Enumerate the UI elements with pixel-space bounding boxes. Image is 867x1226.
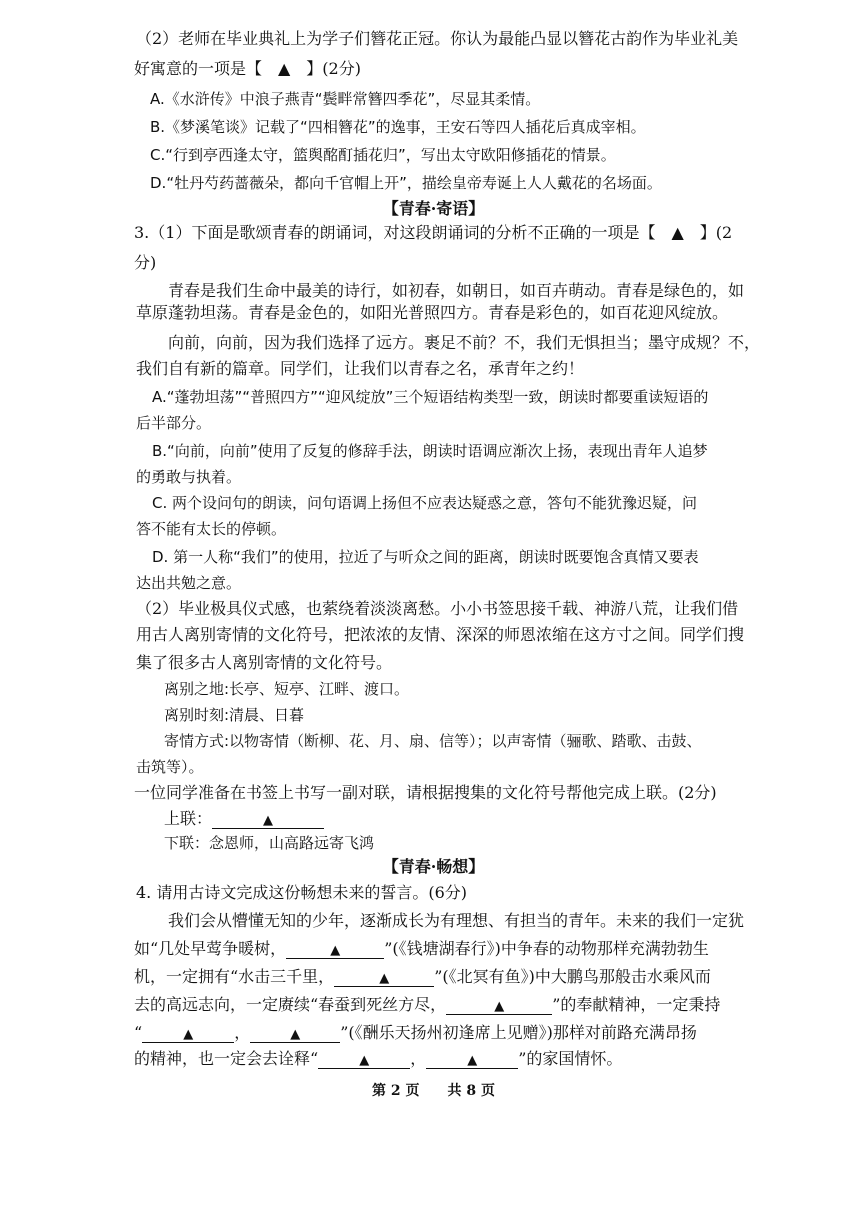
q3-passage1-line1: 青春是我们生命中最美的诗行，如初春，如朝日，如百卉萌动。青春是绿色的，如 <box>168 281 745 300</box>
q3-option-c-line1: C. 两个设问句的朗读，问句语调上扬但不应表达疑惑之意，答句不能犹豫迟疑，问 <box>152 494 698 512</box>
q3-part2-line2: 用古人离别寄情的文化符号，把浓浓的友情、深深的师恩浓缩在这方寸之间。同学们搜 <box>136 625 745 644</box>
q4-line6-part2: ， <box>410 1049 427 1068</box>
q3-option-b-line2: 的勇敢与执着。 <box>136 468 242 486</box>
q3-passage2-line2: 我们自有新的篇章。同学们，让我们以青春之名，承青年之约！ <box>136 359 585 378</box>
q3-farewell-place: 离别之地:长亭、短亭、江畔、渡口。 <box>164 680 410 698</box>
triangle-mark-icon: ▲ <box>183 1027 194 1042</box>
q3-option-a-line1: A.“蓬勃坦荡”“普照四方”“迎风绽放”三个短语结构类型一致，朗读时都要重读短语的 <box>152 388 709 406</box>
q3-couplet-lower: 下联：念恩师，山高路远寄飞鸿 <box>164 834 375 852</box>
page-number-footer: 第 2 页 共 8 页 <box>372 1083 495 1099</box>
q4-blank-6[interactable] <box>318 1050 410 1069</box>
triangle-mark-icon: ▲ <box>263 813 274 828</box>
q2-option-b: B.《梦溪笔谈》记载了“四相簪花”的逸事，王安石等四人插花后真成宰相。 <box>150 118 646 136</box>
q4-blank-5[interactable] <box>250 1024 340 1043</box>
q2-option-a: A.《水浒传》中浪子燕青“鬓畔常簪四季花”，尽显其柔情。 <box>150 90 541 108</box>
q4-text-line5 <box>134 1022 697 1044</box>
q3-part2-line1: （2）毕业极具仪式感，也萦绕着淡淡离愁。小小书签思接千载、神游八荒，让我们借 <box>136 599 739 618</box>
upper-couplet-answer-blank[interactable] <box>212 810 324 829</box>
q4-line6-part1: 的精神，也一定会去诠释“ <box>134 1049 319 1068</box>
q4-blank-3[interactable] <box>446 996 552 1015</box>
q4-line3-part2: ”(《北冥有鱼》)中大鹏鸟那般击水乘风而 <box>434 967 711 986</box>
q3-option-c-line2: 答不能有太长的停顿。 <box>136 520 287 538</box>
q4-blank-4[interactable] <box>142 1024 234 1043</box>
q3-farewell-way-line1: 寄情方式:以物寄情（断柳、花、月、扇、信等）；以声寄情（骊歌、踏歌、击鼓、 <box>164 732 702 750</box>
q4-line5-part2: ， <box>234 1023 251 1042</box>
q3-farewell-way-line2: 击筑等）。 <box>136 758 204 776</box>
q4-text-line2 <box>134 938 709 960</box>
q4-line5-part3: ”(《酬乐天扬州初逢席上见赠》)那样对前路充满昂扬 <box>340 1023 697 1042</box>
q3-passage1-line2: 草原蓬勃坦荡。青春是金色的，如阳光普照四方。青春是彩色的，如百花迎风绽放。 <box>136 303 729 322</box>
triangle-mark-icon: ▲ <box>290 1027 301 1042</box>
q4-line4-part2: ”的奉献精神，一定秉持 <box>552 995 721 1014</box>
q4-blank-1[interactable] <box>286 940 384 959</box>
q4-line2-part2: ”(《钱塘湖春行》)中争春的动物那样充满勃勃生 <box>384 939 709 958</box>
q2-option-c: C.“行到亭西逢太守，篮舆酩酊插花归”，写出太守欧阳修插花的情景。 <box>150 146 616 164</box>
triangle-mark-icon: ▲ <box>494 999 505 1014</box>
triangle-mark-icon: ▲ <box>330 943 341 958</box>
q3-option-a-line2: 后半部分。 <box>136 414 212 432</box>
q2-stem-line2: 好寓意的一项是【 ▲ 】(2分) <box>134 59 361 78</box>
q4-text-line3 <box>134 966 711 988</box>
q4-line2-part1: 如“几处早莺争暖树， <box>134 939 287 958</box>
q4-line5-part1: “ <box>134 1023 143 1042</box>
q3-part2-line3: 集了很多古人离别寄情的文化符号。 <box>136 653 393 672</box>
upper-couplet-label: 上联： <box>164 809 213 828</box>
triangle-mark-icon: ▲ <box>467 1053 478 1068</box>
triangle-mark-icon: ▲ <box>359 1053 370 1068</box>
q2-option-d: D.“牡丹芍药蔷薇朵，都向千官帽上开”，描绘皇帝寿诞上人人戴花的名场面。 <box>150 174 662 192</box>
q4-blank-7[interactable] <box>426 1050 518 1069</box>
section-heading-youth-vision: 【青春·畅想】 <box>382 857 485 876</box>
q4-line3-part1: 机，一定拥有“水击三千里， <box>134 967 335 986</box>
q4-text-line1: 我们会从懵懂无知的少年，逐渐成长为有理想、有担当的青年。未来的我们一定犹 <box>168 911 745 930</box>
section-heading-youth-message: 【青春·寄语】 <box>382 199 485 218</box>
q4-blank-2[interactable] <box>334 968 434 987</box>
q4-line4-part1: 去的高远志向，一定赓续“春蚕到死丝方尽， <box>134 995 447 1014</box>
q3-option-b-line1: B.“向前，向前”使用了反复的修辞手法，朗读时语调应渐次上扬，表现出青年人追梦 <box>152 442 708 460</box>
triangle-mark-icon: ▲ <box>379 971 390 986</box>
q4-text-line6 <box>134 1048 622 1070</box>
q3-stem-line2: 分) <box>134 253 157 272</box>
q3-stem-line1: 3.（1）下面是歌颂青春的朗诵词，对这段朗诵词的分析不正确的一项是【 ▲ 】(2 <box>134 223 733 242</box>
q3-couplet-task: 一位同学准备在书签上书写一副对联，请根据搜集的文化符号帮他完成上联。(2分) <box>134 783 717 802</box>
q3-option-d-line2: 达出共勉之意。 <box>136 574 242 592</box>
q3-farewell-time: 离别时刻:清晨、日暮 <box>164 706 305 724</box>
q3-option-d-line1: D. 第一人称“我们”的使用，拉近了与听众之间的距离，朗读时既要饱含真情又要表 <box>152 548 699 566</box>
q4-stem: 4. 请用古诗文完成这份畅想未来的誓言。(6分) <box>136 883 468 902</box>
q4-text-line4 <box>134 994 720 1016</box>
q4-line6-part3: ”的家国情怀。 <box>518 1049 623 1068</box>
q3-passage2-line1: 向前，向前，因为我们选择了远方。裹足不前？不，我们无惧担当；墨守成规？不， <box>168 333 761 352</box>
q3-couplet-upper <box>164 808 324 830</box>
q2-stem-line1: （2）老师在毕业典礼上为学子们簪花正冠。你认为最能凸显以簪花古韵作为毕业礼美 <box>136 29 739 48</box>
